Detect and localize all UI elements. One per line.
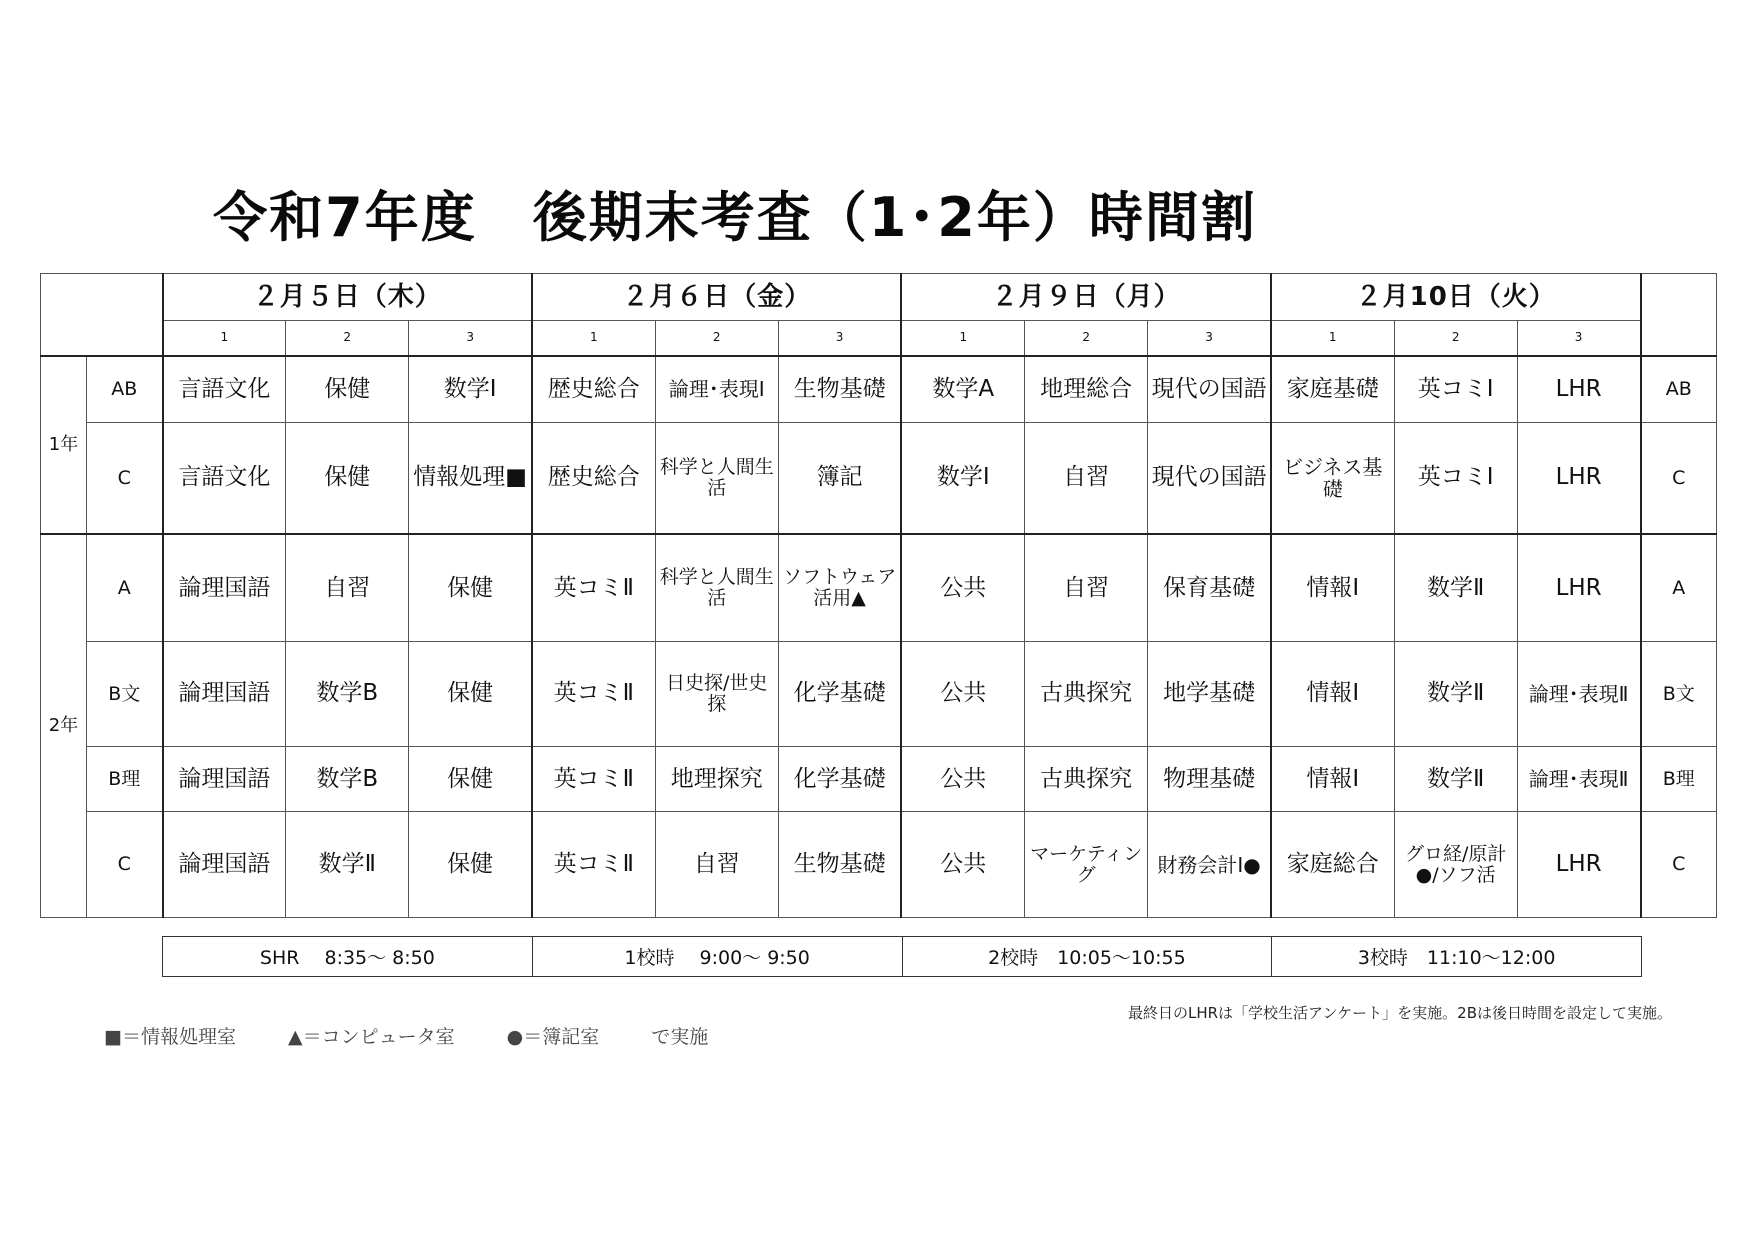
subject-cell: 化学基礎: [778, 747, 901, 812]
subject-cell: 歴史総合: [532, 422, 655, 534]
subject-cell: 数学Ⅱ: [1394, 747, 1517, 812]
time-period-2: 2校時 10:05～10:55: [902, 937, 1272, 977]
period-number: 1: [163, 321, 286, 357]
table-row: [41, 812, 1717, 918]
subject-cell: LHR: [1517, 812, 1640, 918]
subject-cell: 数学Ⅱ: [286, 812, 409, 918]
subject-cell: 財務会計Ⅰ●: [1148, 812, 1271, 918]
subject-cell: 化学基礎: [778, 641, 901, 747]
subject-cell: 現代の国語: [1148, 356, 1271, 422]
subject-cell: 公共: [901, 812, 1024, 918]
subject-cell: 公共: [901, 747, 1024, 812]
exam-timetable: [40, 273, 1717, 918]
subject-cell: 保健: [409, 641, 532, 747]
subject-cell: 言語文化: [163, 422, 286, 534]
subject-cell: 数学Ⅰ: [409, 356, 532, 422]
subject-cell: 公共: [901, 641, 1024, 747]
subject-cell: 保健: [286, 356, 409, 422]
subject-cell: 現代の国語: [1148, 422, 1271, 534]
subject-cell: 数学A: [901, 356, 1024, 422]
subject-cell: 保健: [409, 747, 532, 812]
time-shr: SHR 8:35～ 8:50: [163, 937, 533, 977]
legend-triangle: ▲＝コンピュータ室: [288, 1026, 455, 1048]
subject-cell: 英コミⅡ: [532, 641, 655, 747]
class-label: B理: [87, 747, 163, 812]
subject-cell: ソフトウェア活用▲: [778, 534, 901, 641]
corner-cell-right: [1641, 274, 1717, 357]
table-row: [41, 422, 1717, 534]
subject-cell: 公共: [901, 534, 1024, 641]
table-row: [41, 534, 1717, 641]
subject-cell: 物理基礎: [1148, 747, 1271, 812]
subject-cell: 論理国語: [163, 641, 286, 747]
table-row: [41, 356, 1717, 422]
day-header: ２月10日（火）: [1271, 274, 1641, 321]
subject-cell: 情報Ⅰ: [1271, 747, 1394, 812]
subject-cell: 論理･表現Ⅱ: [1517, 747, 1640, 812]
class-label: AB: [87, 356, 163, 422]
subject-cell: 数学B: [286, 641, 409, 747]
time-period-3: 3校時 11:10～12:00: [1272, 937, 1642, 977]
subject-cell: 英コミⅠ: [1394, 422, 1517, 534]
table-row: [41, 641, 1717, 747]
subject-cell: 地学基礎: [1148, 641, 1271, 747]
subject-cell: 地理探究: [655, 747, 778, 812]
subject-cell: 科学と人間生活: [655, 422, 778, 534]
period-number: 2: [1394, 321, 1517, 357]
subject-cell: 数学Ⅰ: [901, 422, 1024, 534]
class-label: C: [87, 812, 163, 918]
period-times: [162, 936, 1642, 977]
subject-cell: 保健: [286, 422, 409, 534]
class-label-right: B理: [1641, 747, 1717, 812]
period-number: 3: [1148, 321, 1271, 357]
day-header: ２月５日（木）: [163, 274, 532, 321]
subject-cell: 論理国語: [163, 534, 286, 641]
subject-cell: 数学B: [286, 747, 409, 812]
corner-cell: [41, 274, 163, 357]
subject-cell: 英コミⅡ: [532, 534, 655, 641]
class-label-right: C: [1641, 812, 1717, 918]
class-label-right: AB: [1641, 356, 1717, 422]
legend-circle: ●＝簿記室: [506, 1026, 600, 1048]
subject-cell: 論理･表現Ⅱ: [1517, 641, 1640, 747]
room-legend: [92, 1000, 760, 1049]
class-label: C: [87, 422, 163, 534]
period-number: 2: [286, 321, 409, 357]
period-number: 1: [532, 321, 655, 357]
footnote: 最終日のLHRは「学校生活アンケート」を実施。2Bは後日時間を設定して実施。: [1128, 1004, 1672, 1022]
subject-cell: 歴史総合: [532, 356, 655, 422]
grade-label: 1年: [41, 356, 87, 534]
subject-cell: 自習: [1025, 534, 1148, 641]
subject-cell: ビジネス基礎: [1271, 422, 1394, 534]
class-label-right: B文: [1641, 641, 1717, 747]
period-number: 1: [901, 321, 1024, 357]
subject-cell: 古典探究: [1025, 641, 1148, 747]
class-label-right: A: [1641, 534, 1717, 641]
legend-suffix: で実施: [651, 1026, 709, 1048]
class-label: B文: [87, 641, 163, 747]
period-number: 3: [1517, 321, 1640, 357]
subject-cell: 科学と人間生活: [655, 534, 778, 641]
subject-cell: 言語文化: [163, 356, 286, 422]
subject-cell: LHR: [1517, 534, 1640, 641]
legend-square: ■＝情報処理室: [104, 1026, 237, 1048]
subject-cell: 英コミⅡ: [532, 812, 655, 918]
subject-cell: 英コミⅠ: [1394, 356, 1517, 422]
subject-cell: グロ経/原計●/ソフ活: [1394, 812, 1517, 918]
class-label-right: C: [1641, 422, 1717, 534]
day-header: ２月９日（月）: [901, 274, 1270, 321]
subject-cell: 論理国語: [163, 747, 286, 812]
subject-cell: 保健: [409, 812, 532, 918]
subject-cell: 情報Ⅰ: [1271, 641, 1394, 747]
period-number: 3: [778, 321, 901, 357]
subject-cell: 家庭総合: [1271, 812, 1394, 918]
subject-cell: 自習: [655, 812, 778, 918]
period-header-row: [41, 321, 1717, 357]
subject-cell: 自習: [1025, 422, 1148, 534]
day-header: ２月６日（金）: [532, 274, 901, 321]
period-number: 3: [409, 321, 532, 357]
period-number: 2: [1025, 321, 1148, 357]
subject-cell: 保健: [409, 534, 532, 641]
period-number: 2: [655, 321, 778, 357]
grade-label: 2年: [41, 534, 87, 917]
subject-cell: 論理国語: [163, 812, 286, 918]
time-period-1: 1校時 9:00～ 9:50: [532, 937, 902, 977]
subject-cell: 自習: [286, 534, 409, 641]
table-row: [41, 747, 1717, 812]
subject-cell: 情報処理■: [409, 422, 532, 534]
subject-cell: 生物基礎: [778, 812, 901, 918]
day-header-row: [41, 274, 1717, 321]
subject-cell: 古典探究: [1025, 747, 1148, 812]
subject-cell: マーケティング: [1025, 812, 1148, 918]
subject-cell: 日史探/世史探: [655, 641, 778, 747]
subject-cell: 英コミⅡ: [532, 747, 655, 812]
class-label: A: [87, 534, 163, 641]
subject-cell: 家庭基礎: [1271, 356, 1394, 422]
page-title: 令和7年度 後期末考査（1･2年）時間割: [213, 186, 1257, 249]
subject-cell: 地理総合: [1025, 356, 1148, 422]
subject-cell: 論理･表現Ⅰ: [655, 356, 778, 422]
subject-cell: 保育基礎: [1148, 534, 1271, 641]
subject-cell: 数学Ⅱ: [1394, 534, 1517, 641]
subject-cell: LHR: [1517, 422, 1640, 534]
subject-cell: LHR: [1517, 356, 1640, 422]
period-number: 1: [1271, 321, 1394, 357]
subject-cell: 数学Ⅱ: [1394, 641, 1517, 747]
subject-cell: 情報Ⅰ: [1271, 534, 1394, 641]
subject-cell: 簿記: [778, 422, 901, 534]
subject-cell: 生物基礎: [778, 356, 901, 422]
